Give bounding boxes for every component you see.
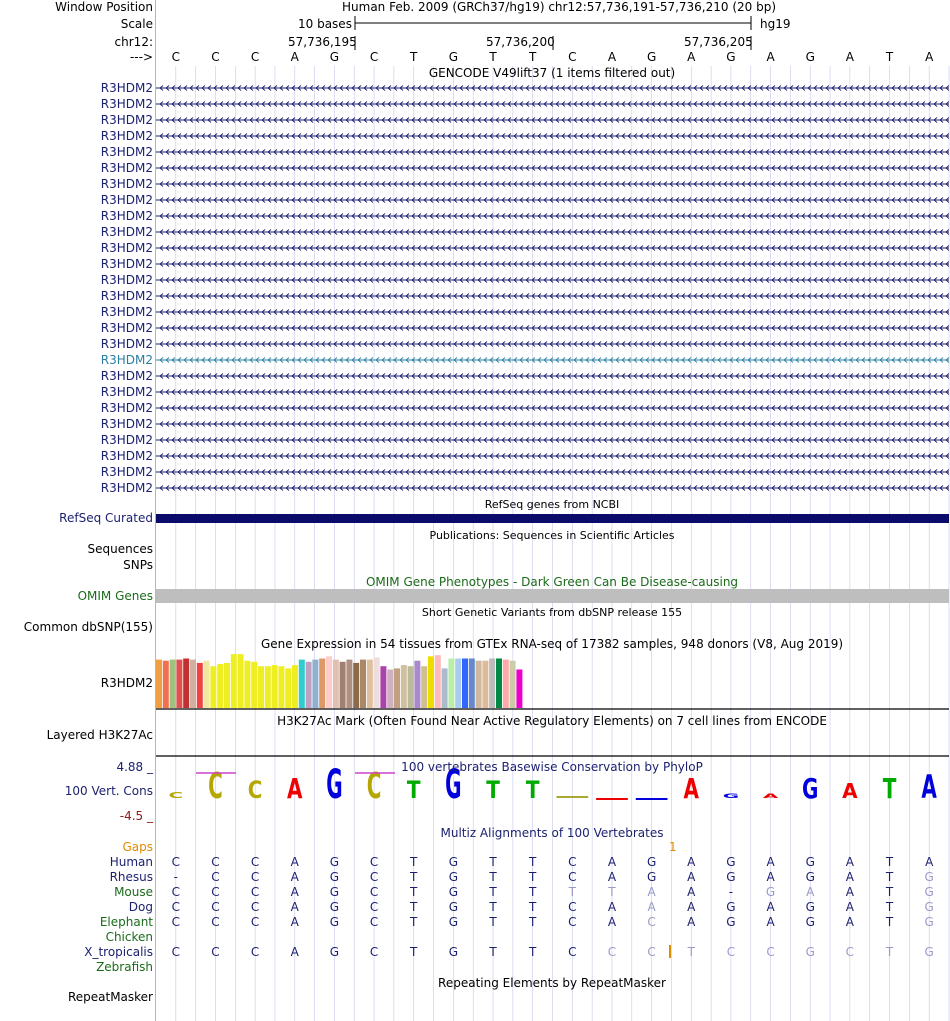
gtex-tissue-bar bbox=[217, 664, 223, 708]
gtex-tissue-bar bbox=[238, 654, 244, 708]
gencode-transcript-label[interactable]: R3HDM2 bbox=[100, 401, 153, 415]
multiz-aligned-base: A bbox=[687, 870, 696, 884]
gencode-transcript-label[interactable]: R3HDM2 bbox=[100, 241, 153, 255]
multiz-aligned-base: T bbox=[410, 900, 418, 914]
multiz-aligned-base: G bbox=[924, 900, 934, 914]
multiz-aligned-base: C bbox=[250, 915, 260, 929]
multiz-aligned-base: A bbox=[290, 855, 299, 869]
gencode-transcript-label[interactable]: R3HDM2 bbox=[100, 449, 153, 463]
multiz-aligned-base: T bbox=[529, 870, 537, 884]
scale-label: Scale bbox=[120, 17, 153, 31]
multiz-aligned-base: C bbox=[647, 945, 656, 959]
gtex-tissue-bar bbox=[510, 661, 516, 708]
multiz-aligned-base: A bbox=[925, 855, 934, 869]
gencode-transcript-label[interactable]: R3HDM2 bbox=[100, 353, 153, 367]
multiz-aligned-base: T bbox=[489, 885, 497, 899]
multiz-aligned-base: T bbox=[885, 855, 894, 869]
multiz-aligned-base: T bbox=[410, 855, 418, 869]
phylop-logo-letter: A bbox=[762, 792, 779, 800]
multiz-aligned-base: A bbox=[687, 900, 696, 914]
phylop-logo-letter: G bbox=[326, 762, 343, 809]
multiz-aligned-base: T bbox=[410, 945, 418, 959]
multiz-aligned-base: A bbox=[766, 900, 775, 914]
gtex-tissue-bar bbox=[428, 656, 434, 708]
multiz-aligned-base: G bbox=[726, 900, 736, 914]
publications-sequences-label[interactable]: Sequences bbox=[87, 542, 153, 556]
gencode-transcript-label[interactable]: R3HDM2 bbox=[100, 289, 153, 303]
multiz-aligned-base: T bbox=[529, 915, 537, 929]
gtex-tissue-bar bbox=[244, 661, 250, 708]
multiz-species-label[interactable]: Rhesus bbox=[109, 870, 153, 884]
multiz-aligned-base: G bbox=[924, 870, 934, 884]
multiz-aligned-base: C bbox=[568, 870, 577, 884]
multiz-aligned-base: T bbox=[489, 915, 497, 929]
phylop-logo-letter: G bbox=[722, 792, 740, 800]
multiz-aligned-base: G bbox=[805, 900, 815, 914]
gencode-transcript-label[interactable]: R3HDM2 bbox=[100, 225, 153, 239]
gtex-tissue-bar bbox=[183, 659, 189, 709]
multiz-aligned-base: C bbox=[647, 915, 656, 929]
phylop-logo-letter: C bbox=[247, 776, 263, 805]
multiz-aligned-base: G bbox=[329, 900, 340, 914]
phylop-logo-letter: C bbox=[208, 764, 223, 807]
multiz-aligned-base: G bbox=[329, 885, 340, 899]
omim-gene-bar bbox=[156, 589, 949, 603]
multiz-aligned-base: A bbox=[607, 915, 617, 929]
gtex-tissue-bar bbox=[190, 660, 196, 708]
multiz-aligned-base: G bbox=[448, 915, 459, 929]
multiz-aligned-base: G bbox=[448, 885, 459, 899]
multiz-aligned-base: T bbox=[885, 945, 894, 959]
multiz-aligned-base: C bbox=[250, 945, 260, 959]
phylop-logo-letter: T bbox=[486, 776, 500, 805]
multiz-aligned-base: G bbox=[448, 945, 459, 959]
window-position-label: Window Position bbox=[55, 0, 153, 14]
multiz-aligned-base: T bbox=[885, 915, 894, 929]
multiz-aligned-base: A bbox=[845, 915, 854, 929]
multiz-aligned-base: A bbox=[290, 885, 299, 899]
gtex-tissue-bar bbox=[251, 662, 257, 708]
gtex-tissue-bar bbox=[333, 660, 339, 708]
phylop-track-label[interactable]: 100 Vert. Cons bbox=[64, 784, 153, 798]
phylop-logo-letter: T bbox=[525, 776, 540, 805]
repeatmasker-track-title[interactable]: Repeating Elements by RepeatMasker bbox=[438, 976, 666, 990]
gencode-transcript-label[interactable]: R3HDM2 bbox=[100, 81, 153, 95]
multiz-aligned-base: A bbox=[845, 870, 854, 884]
multiz-aligned-base: C bbox=[171, 855, 180, 869]
phylop-score-mark bbox=[556, 796, 588, 798]
multiz-aligned-base: G bbox=[924, 885, 934, 899]
multiz-aligned-base: C bbox=[211, 885, 220, 899]
multiz-aligned-base: T bbox=[489, 945, 497, 959]
multiz-aligned-base: C bbox=[607, 945, 617, 959]
gencode-transcript-label[interactable]: R3HDM2 bbox=[100, 177, 153, 191]
multiz-aligned-base: G bbox=[646, 870, 657, 884]
multiz-aligned-base: C bbox=[211, 915, 220, 929]
scale-text: 10 bases bbox=[298, 17, 352, 31]
gtex-tissue-bar bbox=[435, 655, 441, 708]
gtex-tissue-bar bbox=[319, 659, 325, 709]
multiz-aligned-base: A bbox=[845, 855, 854, 869]
multiz-aligned-base: G bbox=[329, 870, 340, 884]
gencode-transcript-label[interactable]: R3HDM2 bbox=[100, 129, 153, 143]
gencode-transcript-label[interactable]: R3HDM2 bbox=[100, 113, 153, 127]
multiz-gap-marker: 1 bbox=[669, 840, 677, 854]
multiz-aligned-base: A bbox=[845, 900, 854, 914]
phylop-logo-letter: G bbox=[445, 762, 462, 809]
multiz-aligned-base: C bbox=[211, 855, 220, 869]
gencode-transcript-label[interactable]: R3HDM2 bbox=[100, 273, 153, 287]
multiz-aligned-base: T bbox=[608, 885, 616, 899]
phylop-logo-letter: T bbox=[406, 776, 421, 805]
multiz-aligned-base: A bbox=[687, 915, 696, 929]
multiz-aligned-base: T bbox=[410, 915, 418, 929]
gtex-tissue-bar bbox=[224, 663, 230, 708]
strand-arrow-label: ---> bbox=[129, 50, 153, 64]
multiz-aligned-base: A bbox=[607, 900, 617, 914]
multiz-aligned-base: A bbox=[845, 885, 854, 899]
gencode-transcript-label[interactable]: R3HDM2 bbox=[100, 209, 153, 223]
gtex-tissue-bar bbox=[469, 659, 475, 709]
multiz-aligned-base: C bbox=[568, 915, 577, 929]
multiz-aligned-base: C bbox=[369, 915, 379, 929]
phylop-logo-letter: A bbox=[921, 769, 937, 807]
multiz-aligned-base: A bbox=[806, 885, 815, 899]
gtex-tissue-bar bbox=[210, 666, 216, 708]
multiz-aligned-base: T bbox=[885, 885, 894, 899]
db-label: hg19 bbox=[760, 17, 791, 31]
multiz-aligned-base: C bbox=[171, 915, 180, 929]
sequence-base: G bbox=[448, 50, 459, 64]
multiz-species-label[interactable]: Mouse bbox=[114, 885, 153, 899]
multiz-aligned-base: T bbox=[529, 900, 537, 914]
gtex-tissue-bar bbox=[340, 662, 346, 708]
multiz-aligned-base: T bbox=[489, 870, 497, 884]
gtex-tissue-bar bbox=[231, 654, 237, 708]
multiz-aligned-base: C bbox=[568, 945, 577, 959]
multiz-aligned-base: G bbox=[805, 945, 815, 959]
phylop-score-mark bbox=[636, 798, 668, 800]
multiz-aligned-base: T bbox=[885, 870, 894, 884]
multiz-species-label[interactable]: Dog bbox=[128, 900, 153, 914]
h3k27ac-track-title[interactable]: H3K27Ac Mark (Often Found Near Active Regulatory Elements) on 7 cell lines from ENCODE bbox=[277, 714, 827, 728]
gencode-transcript-label[interactable]: R3HDM2 bbox=[100, 385, 153, 399]
gencode-transcript-label[interactable]: R3HDM2 bbox=[100, 161, 153, 175]
sequence-base: T bbox=[489, 50, 497, 64]
multiz-aligned-base: A bbox=[766, 915, 775, 929]
sequence-base: C bbox=[171, 50, 180, 64]
multiz-species-label[interactable]: Zebrafish bbox=[96, 960, 153, 974]
gtex-tissue-bar bbox=[442, 668, 448, 708]
multiz-aligned-base: C bbox=[369, 885, 379, 899]
multiz-aligned-base: G bbox=[329, 855, 340, 869]
multiz-aligned-base: G bbox=[448, 870, 459, 884]
gencode-transcript-label[interactable]: R3HDM2 bbox=[100, 337, 153, 351]
gtex-tissue-bar bbox=[380, 666, 386, 708]
multiz-aligned-base: C bbox=[766, 945, 775, 959]
sequence-base: G bbox=[646, 50, 657, 64]
multiz-aligned-base: G bbox=[726, 915, 736, 929]
phylop-logo-letter: A bbox=[683, 771, 700, 805]
multiz-aligned-base: T bbox=[410, 870, 418, 884]
gtex-tissue-bar bbox=[278, 666, 284, 708]
gtex-tissue-bar bbox=[197, 663, 203, 708]
multiz-aligned-base: A bbox=[647, 885, 656, 899]
gencode-transcript-label[interactable]: R3HDM2 bbox=[100, 481, 153, 495]
gtex-tissue-bar bbox=[516, 670, 522, 709]
multiz-species-label[interactable]: Chicken bbox=[105, 930, 153, 944]
multiz-aligned-base: T bbox=[529, 945, 537, 959]
multiz-aligned-base: G bbox=[329, 915, 340, 929]
publications-snps-label[interactable]: SNPs bbox=[123, 558, 153, 572]
multiz-aligned-base: C bbox=[568, 855, 577, 869]
multiz-aligned-base: T bbox=[885, 900, 894, 914]
sequence-base: G bbox=[726, 50, 736, 64]
gtex-tissue-bar bbox=[306, 662, 312, 708]
gtex-tissue-bar bbox=[421, 666, 427, 708]
multiz-aligned-base: C bbox=[369, 900, 379, 914]
gtex-tissue-bar bbox=[455, 659, 461, 709]
multiz-species-label[interactable]: Human bbox=[109, 855, 153, 869]
multiz-aligned-base: G bbox=[726, 870, 736, 884]
multiz-aligned-base: G bbox=[805, 855, 815, 869]
gtex-tissue-bar bbox=[176, 660, 182, 708]
sequence-base: C bbox=[250, 50, 260, 64]
sequence-base: T bbox=[410, 50, 418, 64]
gtex-tissue-bar bbox=[476, 661, 482, 708]
multiz-aligned-base: C bbox=[250, 855, 260, 869]
multiz-aligned-base: G bbox=[448, 900, 459, 914]
multiz-aligned-base: C bbox=[211, 900, 220, 914]
sequence-base: T bbox=[529, 50, 537, 64]
multiz-aligned-base: A bbox=[766, 855, 775, 869]
gtex-tissue-bar bbox=[204, 661, 210, 708]
refseq-track-label[interactable]: RefSeq Curated bbox=[59, 511, 153, 525]
multiz-aligned-base: G bbox=[924, 945, 934, 959]
multiz-track-title[interactable]: Multiz Alignments of 100 Vertebrates bbox=[440, 826, 664, 840]
multiz-aligned-base: C bbox=[369, 855, 379, 869]
gencode-transcript-label[interactable]: R3HDM2 bbox=[100, 433, 153, 447]
gtex-tissue-bar bbox=[272, 665, 278, 708]
multiz-aligned-base: T bbox=[489, 900, 497, 914]
gtex-tissue-bar bbox=[258, 666, 264, 708]
multiz-aligned-base: C bbox=[171, 885, 180, 899]
multiz-aligned-base: G bbox=[646, 855, 657, 869]
sequence-base: G bbox=[805, 50, 815, 64]
phylop-min-label: -4.5 _ bbox=[119, 809, 153, 823]
sequence-base: A bbox=[687, 50, 696, 64]
sequence-base: G bbox=[329, 50, 340, 64]
gtex-tissue-bar bbox=[496, 659, 502, 709]
multiz-aligned-base: A bbox=[290, 900, 299, 914]
phylop-score-mark bbox=[596, 798, 628, 800]
multiz-aligned-base: G bbox=[448, 855, 459, 869]
gtex-tissue-bar bbox=[346, 660, 352, 708]
phylop-logo-letter: C bbox=[168, 790, 184, 801]
gtex-tissue-bar bbox=[503, 660, 509, 708]
multiz-aligned-base: A bbox=[687, 885, 696, 899]
multiz-aligned-base: G bbox=[805, 870, 815, 884]
gtex-tissue-bar bbox=[401, 665, 407, 708]
sequence-base: C bbox=[568, 50, 577, 64]
sequence-base: A bbox=[607, 50, 617, 64]
multiz-aligned-base: G bbox=[329, 945, 340, 959]
dbsnp-track-title[interactable]: Short Genetic Variants from dbSNP release 155 bbox=[421, 606, 683, 619]
gtex-tissue-bar bbox=[414, 661, 420, 708]
gtex-tissue-bar bbox=[462, 659, 468, 709]
gencode-transcript-label[interactable]: R3HDM2 bbox=[100, 417, 153, 431]
multiz-aligned-base: C bbox=[250, 870, 260, 884]
gtex-tissue-bar bbox=[367, 660, 373, 708]
multiz-aligned-base: T bbox=[529, 855, 537, 869]
phylop-logo-letter: A bbox=[842, 779, 858, 803]
sequence-base: A bbox=[845, 50, 854, 64]
phylop-max-label: 4.88 _ bbox=[116, 760, 153, 774]
multiz-aligned-base: T bbox=[410, 885, 418, 899]
multiz-aligned-base: C bbox=[171, 945, 180, 959]
gtex-track-label[interactable]: R3HDM2 bbox=[100, 676, 153, 690]
gtex-tissue-bar bbox=[326, 656, 332, 708]
multiz-aligned-base: - bbox=[728, 885, 734, 899]
multiz-aligned-base: T bbox=[568, 885, 576, 899]
position-tick-label: 57,736,205 bbox=[684, 35, 753, 49]
multiz-aligned-base: C bbox=[250, 885, 260, 899]
multiz-aligned-base: C bbox=[250, 900, 260, 914]
multiz-aligned-base: C bbox=[369, 870, 379, 884]
phylop-logo-letter: G bbox=[802, 771, 819, 805]
gtex-tissue-bar bbox=[360, 660, 366, 708]
dbsnp-track-label[interactable]: Common dbSNP(155) bbox=[23, 620, 153, 634]
multiz-gaps-label: Gaps bbox=[122, 840, 153, 854]
multiz-aligned-base: G bbox=[765, 885, 776, 899]
multiz-aligned-base: C bbox=[568, 900, 577, 914]
multiz-aligned-base: G bbox=[924, 915, 934, 929]
phylop-logo-letter: T bbox=[882, 771, 897, 805]
position-tick-label: 57,736,200 bbox=[486, 35, 555, 49]
gencode-transcript-label[interactable]: R3HDM2 bbox=[100, 321, 153, 335]
multiz-species-label[interactable]: X_tropicalis bbox=[84, 945, 153, 959]
multiz-aligned-base: C bbox=[171, 900, 180, 914]
multiz-aligned-base: A bbox=[290, 915, 299, 929]
repeatmasker-track-label[interactable]: RepeatMasker bbox=[67, 990, 153, 1004]
gtex-tissue-bar bbox=[163, 661, 169, 708]
gencode-transcript-label[interactable]: R3HDM2 bbox=[100, 193, 153, 207]
multiz-aligned-base: C bbox=[211, 945, 220, 959]
multiz-aligned-base: G bbox=[726, 855, 736, 869]
gtex-tissue-bar bbox=[285, 668, 291, 708]
multiz-aligned-base: A bbox=[607, 855, 617, 869]
multiz-aligned-base: C bbox=[211, 870, 220, 884]
gtex-track-title[interactable]: Gene Expression in 54 tissues from GTEx RNA-seq of 17382 samples, 948 donors (V8, Aug 2019) bbox=[260, 637, 844, 651]
gencode-transcript-label[interactable]: R3HDM2 bbox=[100, 97, 153, 111]
sequence-base: A bbox=[925, 50, 934, 64]
gtex-tissue-bar bbox=[374, 657, 380, 708]
phylop-track-title[interactable]: 100 vertebrates Basewise Conservation by PhyloP bbox=[401, 760, 703, 774]
multiz-species-label[interactable]: Elephant bbox=[99, 915, 153, 929]
gencode-transcript-label[interactable]: R3HDM2 bbox=[100, 257, 153, 271]
gtex-tissue-bar bbox=[448, 659, 454, 709]
gtex-tissue-bar bbox=[394, 668, 400, 708]
publications-track-title[interactable]: Publications: Sequences in Scientific Articles bbox=[429, 529, 675, 542]
gtex-tissue-bar bbox=[387, 670, 393, 709]
multiz-aligned-base: G bbox=[805, 915, 815, 929]
phylop-logo-letter: A bbox=[287, 771, 303, 805]
sequence-base: C bbox=[369, 50, 379, 64]
gtex-tissue-bar bbox=[408, 666, 414, 708]
gtex-tissue-bar bbox=[156, 660, 162, 708]
multiz-aligned-base: A bbox=[766, 870, 775, 884]
gtex-tissue-bar bbox=[312, 660, 318, 708]
gtex-tissue-bar bbox=[489, 659, 495, 709]
sequence-base: C bbox=[211, 50, 220, 64]
assembly-title: Human Feb. 2009 (GRCh37/hg19) chr12:57,736,191-57,736,210 (20 bp) bbox=[342, 0, 777, 14]
gtex-tissue-bar bbox=[292, 665, 298, 708]
multiz-aligned-base: A bbox=[290, 945, 299, 959]
omim-track-title[interactable]: OMIM Gene Phenotypes - Dark Green Can Be Disease-causing bbox=[365, 575, 739, 589]
multiz-aligned-base: C bbox=[726, 945, 736, 959]
multiz-aligned-base: A bbox=[290, 870, 299, 884]
multiz-aligned-base: T bbox=[489, 855, 497, 869]
multiz-aligned-base: - bbox=[173, 870, 178, 884]
multiz-aligned-base: A bbox=[607, 870, 617, 884]
gtex-tissue-bar bbox=[170, 660, 176, 708]
gencode-track-title[interactable]: GENCODE V49lift37 (1 items filtered out) bbox=[428, 66, 676, 80]
multiz-aligned-base: T bbox=[529, 885, 537, 899]
gtex-tissue-bar bbox=[299, 660, 305, 708]
position-tick-label: 57,736,195 bbox=[288, 35, 357, 49]
sequence-base: A bbox=[766, 50, 775, 64]
sequence-base: A bbox=[290, 50, 299, 64]
chrom-label: chr12: bbox=[114, 35, 153, 49]
gtex-tissue-bar bbox=[265, 666, 271, 708]
gencode-transcript-label[interactable]: R3HDM2 bbox=[100, 369, 153, 383]
refseq-gene-bar bbox=[156, 514, 949, 523]
gencode-transcript-label[interactable]: R3HDM2 bbox=[100, 465, 153, 479]
multiz-aligned-base: A bbox=[647, 900, 656, 914]
omim-track-label[interactable]: OMIM Genes bbox=[77, 589, 153, 603]
h3k27ac-track-label[interactable]: Layered H3K27Ac bbox=[46, 728, 153, 742]
gencode-transcript-label[interactable]: R3HDM2 bbox=[100, 305, 153, 319]
multiz-aligned-base: C bbox=[845, 945, 855, 959]
gtex-tissue-bar bbox=[353, 663, 359, 708]
refseq-track-title[interactable]: RefSeq genes from NCBI bbox=[484, 498, 620, 511]
gencode-transcript-label[interactable]: R3HDM2 bbox=[100, 145, 153, 159]
gtex-tissue-bar bbox=[482, 661, 488, 708]
multiz-aligned-base: A bbox=[687, 855, 696, 869]
multiz-aligned-base: T bbox=[687, 945, 695, 959]
sequence-base: T bbox=[885, 50, 894, 64]
multiz-aligned-base: C bbox=[369, 945, 379, 959]
phylop-logo-letter: C bbox=[366, 764, 382, 807]
